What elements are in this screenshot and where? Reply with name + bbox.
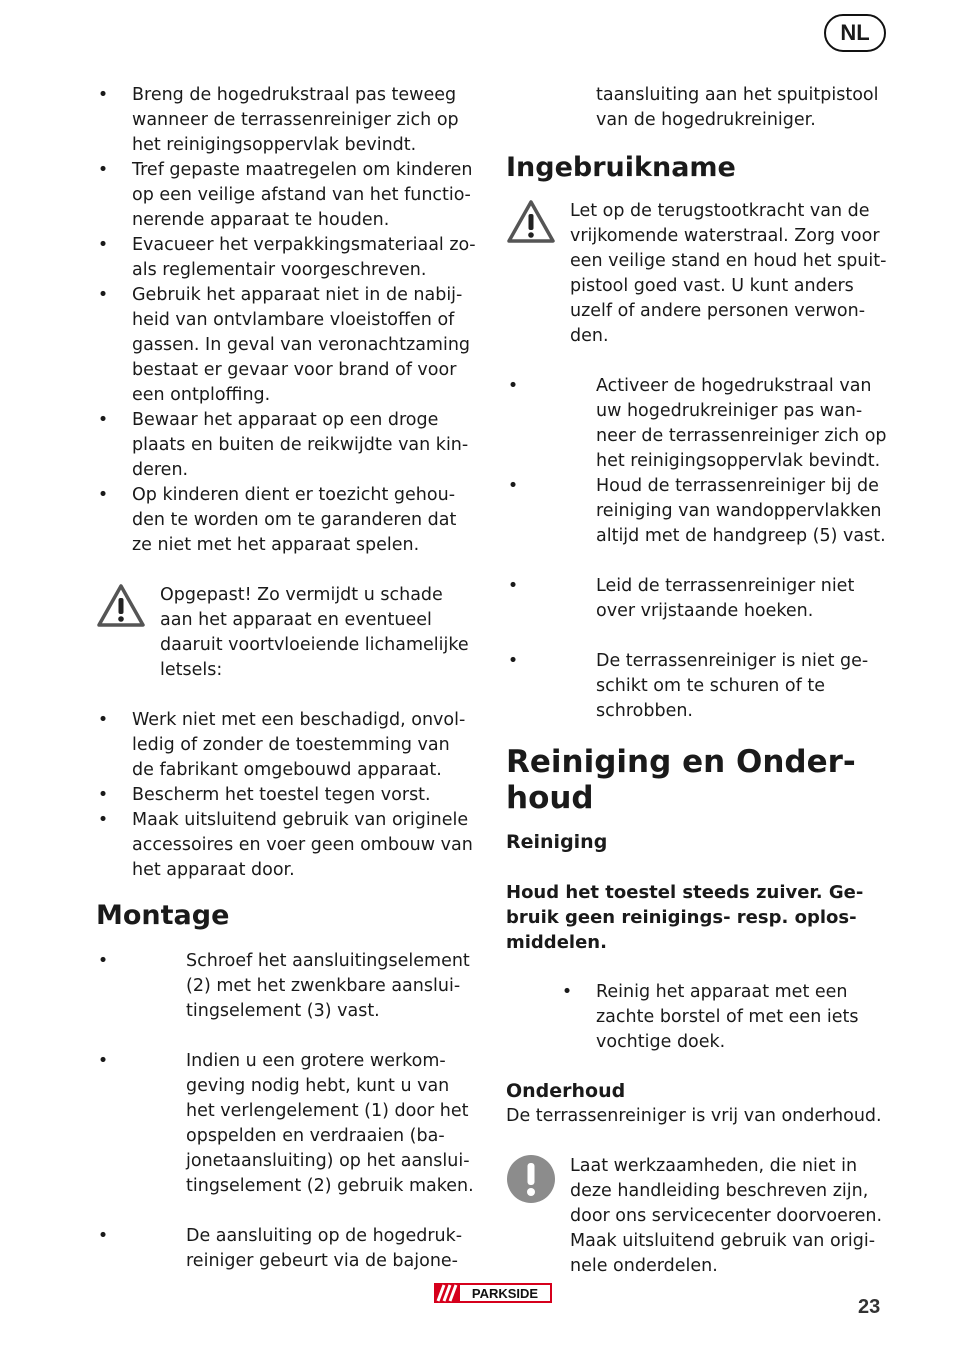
- list-item: • Op kinderen dient er toezicht gehouden te worden om te garanderen dat ze niet met het apparaat spelen.: [97, 485, 457, 555]
- cleaning-bullet-list: [506, 980, 890, 1055]
- reiniging-heading: Reiniging en Onderhoud: [506, 744, 856, 816]
- left-column: [96, 83, 476, 1274]
- list-item: • Breng de hogedrukstraal pas teweeg wanneer de terrassenreiniger zich op het reinigingsoppervlak bevindt.: [97, 85, 459, 155]
- bullet-icon: •: [97, 410, 109, 430]
- list-item: • Houd de terrassenreiniger bij de reiniging van wandoppervlakken altijd met de handgreep (5) vast.: [507, 476, 886, 546]
- list-item: • De terrassenreiniger is niet geschikt om te schuren of te schrobben.: [507, 651, 869, 721]
- right-column: [506, 83, 890, 1279]
- bullet-icon: •: [97, 160, 109, 180]
- bullet-icon: •: [507, 651, 519, 671]
- language-badge: NL: [824, 14, 886, 52]
- list-item: • Bescherm het toestel tegen vorst.: [96, 783, 476, 808]
- recoil-warning-text: Let op de terugstootkracht van de vrijkomende waterstraal. Zorg voor een veilige stand en houd het spuitpistool goed vast. U kunt anders uzelf of andere personen verwonden.: [570, 201, 887, 346]
- bullet-icon: •: [97, 485, 109, 505]
- list-item: • Evacueer het verpakkingsmateriaal zoals reglementair voorgeschreven.: [97, 235, 476, 280]
- onderhoud-subheading: Onderhoud: [506, 1080, 626, 1102]
- list-item: • Activeer de hogedrukstraal van uw hogedrukreiniger pas wanneer de terrassenreiniger zich op het reinigingsoppervlak bevindt.: [507, 376, 887, 471]
- maintenance-text: De terrassenreiniger is vrij van onderhoud.: [506, 1106, 882, 1126]
- montage-bullet-list: [96, 949, 476, 1274]
- exclamation-circle-icon: [506, 1154, 570, 1212]
- montage-heading: Montage: [96, 900, 230, 931]
- cleaning-instruction: Houd het toestel steeds zuiver. Gebruik geen reinigings- resp. oplosmiddelen.: [506, 882, 864, 953]
- bullet-icon: •: [97, 235, 109, 255]
- bullet-icon: •: [507, 376, 519, 396]
- list-item: • Tref gepaste maatregelen om kinderen op een veilige afstand van het functionerende apparaat te houden.: [97, 160, 473, 230]
- list-item: • Schroef het aansluitingselement (2) met het zwenkbare aansluitingselement (3) vast.: [97, 951, 470, 1021]
- damage-bullet-list: [96, 708, 476, 883]
- list-item: • De aansluiting op de hogedrukreiniger gebeurt via de bajone-: [97, 1226, 463, 1271]
- continuation-text: taansluiting aan het spuitpistool van de hogedrukreiniger.: [596, 85, 879, 130]
- parkside-logo: [434, 1283, 552, 1307]
- ingebruikname-bullet-list: [506, 374, 890, 724]
- bullet-icon: •: [507, 476, 519, 496]
- bullet-icon: •: [97, 810, 109, 830]
- bullet-icon: •: [97, 1051, 109, 1071]
- bullet-icon: •: [97, 710, 109, 730]
- bullet-icon: •: [97, 1226, 109, 1246]
- brand-logo-text: PARKSIDE: [471, 1286, 539, 1301]
- list-item: • Bewaar het apparaat op een droge plaats en buiten de reikwijdte van kinderen.: [97, 410, 469, 480]
- list-item: • Reinig het apparaat met een zachte borstel of met een iets vochtige doek.: [561, 982, 859, 1052]
- bullet-icon: •: [561, 982, 573, 1002]
- list-item: • Leid de terrassenreiniger niet over vrijstaande hoeken.: [507, 576, 855, 621]
- warning-triangle-icon: [96, 583, 160, 637]
- reiniging-subheading: Reiniging: [506, 831, 608, 853]
- warning-triangle-icon: [506, 199, 570, 253]
- service-note-text: Laat werkzaamheden, die niet in deze handleiding beschreven zijn, door ons servicecenter doorvoeren. Maak uitsluitend gebruik van originele onderdelen.: [570, 1156, 883, 1276]
- recoil-warning: [506, 199, 890, 349]
- bullet-icon: •: [97, 951, 109, 971]
- bullet-icon: •: [97, 785, 109, 805]
- caution-warning: [96, 583, 476, 683]
- ingebruikname-heading: Ingebruikname: [506, 152, 736, 183]
- list-item: • Gebruik het apparaat niet in de nabijheid van ontvlambare vloeistoffen of gassen. In geval van veronachtzaming bestaat er gevaar voor brand of voor een ontploffing.: [97, 285, 471, 405]
- bullet-icon: •: [507, 576, 519, 596]
- service-note: [506, 1154, 890, 1279]
- list-item: • Werk niet met een beschadigd, onvolledig of zonder de toestemming van de fabrikant omgebouwd apparaat.: [97, 710, 466, 780]
- bullet-icon: •: [97, 85, 109, 105]
- list-item: • Indien u een grotere werkomgeving nodig hebt, kunt u van het verlengelement (1) door het opspelden en verdraaien (bajonetaansluiting) op het aansluitingselement (2) gebruik maken.: [97, 1051, 474, 1196]
- page-number: 23: [858, 1296, 881, 1318]
- bullet-icon: •: [97, 285, 109, 305]
- safety-bullet-list: [96, 83, 476, 558]
- caution-text: Opgepast! Zo vermijdt u schade aan het apparaat en eventueel daaruit voortvloeiende lichamelijke letsels:: [160, 585, 469, 680]
- list-item: • Maak uitsluitend gebruik van originele accessoires en voer geen ombouw van het apparaat door.: [97, 810, 473, 880]
